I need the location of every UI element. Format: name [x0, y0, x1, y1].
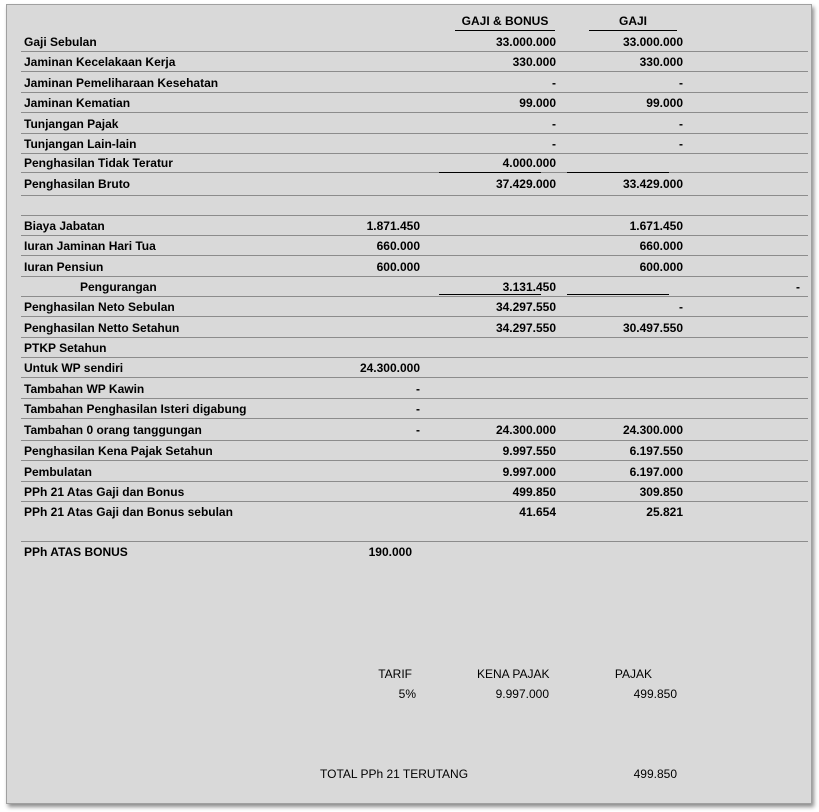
table-row: [21, 216, 808, 236]
row-label: Tunjangan Lain-lain: [24, 137, 137, 151]
gaji-cell: 99.000: [646, 96, 683, 110]
tarif-value: 5%: [398, 687, 416, 701]
row-label: Iuran Pensiun: [24, 260, 104, 274]
gaji-bonus-cell: 4.000.000: [502, 156, 556, 170]
row-label: Tunjangan Pajak: [24, 117, 119, 131]
underline-pengurangan-c2: [439, 294, 541, 295]
gaji-cell: -: [679, 137, 683, 151]
gaji-bonus-cell: 9.997.550: [502, 444, 556, 458]
row-label: PPh 21 Atas Gaji dan Bonus: [24, 485, 185, 499]
gaji-bonus-cell: -: [552, 117, 556, 131]
row-label: Tambahan 0 orang tanggungan: [24, 423, 202, 437]
table-row: [21, 257, 808, 277]
row-label: Biaya Jabatan: [24, 219, 105, 233]
table-row: [21, 174, 808, 196]
table-row: [21, 73, 808, 93]
table-row: [21, 134, 808, 154]
row-label: Jaminan Kematian: [24, 96, 131, 110]
gaji-bonus-cell: 34.297.550: [495, 321, 556, 335]
table-row: [21, 441, 808, 461]
gaji-bonus-cell: -: [552, 76, 556, 90]
table-row: [21, 277, 808, 297]
table-row: [21, 297, 808, 317]
gaji-cell: 330.000: [639, 55, 683, 69]
table-row: [21, 32, 808, 52]
header-gaji-bonus: GAJI & BONUS: [455, 13, 555, 31]
spreadsheet-sheet: [6, 4, 812, 804]
section-divider: [21, 541, 808, 542]
kena-pajak-value: 9.997.000: [495, 687, 549, 701]
kena-pajak-header: KENA PAJAK: [477, 667, 550, 681]
gaji-cell: 30.497.550: [622, 321, 683, 335]
gaji-bonus-cell: 99.000: [519, 96, 556, 110]
gaji-bonus-cell: 330.000: [512, 55, 556, 69]
row-label: Penghasilan Netto Setahun: [24, 321, 180, 335]
gaji-bonus-cell: -: [552, 137, 556, 151]
deduction-cell: -: [416, 402, 420, 416]
table-row: [21, 482, 808, 502]
row-label: Tambahan Penghasilan Isteri digabung: [24, 402, 247, 416]
table-row: [21, 114, 808, 134]
row-label: Jaminan Kecelakaan Kerja: [24, 55, 176, 69]
row-label: PPh 21 Atas Gaji dan Bonus sebulan: [24, 505, 233, 519]
table-row: [21, 196, 808, 216]
deduction-cell: -: [416, 423, 420, 437]
tarif-header: TARIF: [378, 667, 412, 681]
row-label: Pengurangan: [80, 280, 157, 294]
row-label: Untuk WP sendiri: [24, 361, 124, 375]
row-label: Penghasilan Neto Sebulan: [24, 300, 175, 314]
gaji-cell: 6.197.000: [629, 465, 683, 479]
gaji-cell: -: [679, 76, 683, 90]
pajak-header: PAJAK: [614, 667, 652, 681]
table-row: [21, 52, 808, 72]
gaji-cell: 6.197.550: [629, 444, 683, 458]
gaji-bonus-cell: 24.300.000: [495, 423, 556, 437]
row-label: Iuran Jaminan Hari Tua: [24, 239, 156, 253]
table-row: [21, 462, 808, 482]
gaji-cell: 24.300.000: [622, 423, 683, 437]
table-row: [21, 318, 808, 338]
bonus-value: 190.000: [368, 545, 412, 559]
gaji-cell: 33.000.000: [622, 35, 683, 49]
gaji-bonus-cell: 499.850: [512, 485, 556, 499]
gaji-cell: -: [679, 300, 683, 314]
row-label: Penghasilan Kena Pajak Setahun: [24, 444, 213, 458]
total-value: 499.850: [633, 767, 677, 781]
table-row: [21, 502, 808, 522]
pajak-value: 499.850: [633, 687, 677, 701]
gaji-cell: 660.000: [639, 239, 683, 253]
gaji-bonus-cell: 37.429.000: [495, 177, 556, 191]
table-row: [21, 399, 808, 419]
gaji-bonus-cell: 41.654: [519, 505, 556, 519]
deduction-cell: -: [416, 382, 420, 396]
table-row: [21, 338, 808, 358]
deduction-cell: 1.871.450: [366, 219, 420, 233]
gaji-bonus-cell: 33.000.000: [495, 35, 556, 49]
underline-bruto-c2: [439, 172, 541, 173]
gaji-cell: 600.000: [639, 260, 683, 274]
table-row: [21, 379, 808, 399]
gaji-cell: 309.850: [639, 485, 683, 499]
gaji-cell: 25.821: [646, 505, 683, 519]
table-row: [21, 236, 808, 256]
row-label: Penghasilan Bruto: [24, 177, 131, 191]
row-label: Tambahan WP Kawin: [24, 382, 145, 396]
gaji-cell: 1.671.450: [629, 219, 683, 233]
gaji-bonus-cell: 9.997.000: [502, 465, 556, 479]
underline-pengurangan-c3: [567, 294, 669, 295]
table-row: [21, 93, 808, 113]
header-gaji: GAJI: [589, 13, 677, 31]
deduction-cell: 24.300.000: [359, 361, 420, 375]
deduction-cell: 600.000: [376, 260, 420, 274]
row-label: Pembulatan: [24, 465, 93, 479]
gaji-bonus-cell: 3.131.450: [502, 280, 556, 294]
underline-bruto-c3: [567, 172, 669, 173]
gaji-cell: 33.429.000: [622, 177, 683, 191]
row-label: Gaji Sebulan: [24, 35, 97, 49]
gaji-bonus-cell: 34.297.550: [495, 300, 556, 314]
row-label: PTKP Setahun: [24, 341, 107, 355]
table-row: [21, 358, 808, 378]
table-row: [21, 420, 808, 441]
gaji-cell: -: [679, 117, 683, 131]
extra-cell: -: [796, 280, 800, 294]
table-row: [21, 153, 808, 173]
deduction-cell: 660.000: [376, 239, 420, 253]
row-label: Penghasilan Tidak Teratur: [24, 156, 173, 170]
bonus-label: PPh ATAS BONUS: [24, 545, 128, 559]
total-label: TOTAL PPh 21 TERUTANG: [320, 767, 469, 781]
row-label: Jaminan Pemeliharaan Kesehatan: [24, 76, 219, 90]
